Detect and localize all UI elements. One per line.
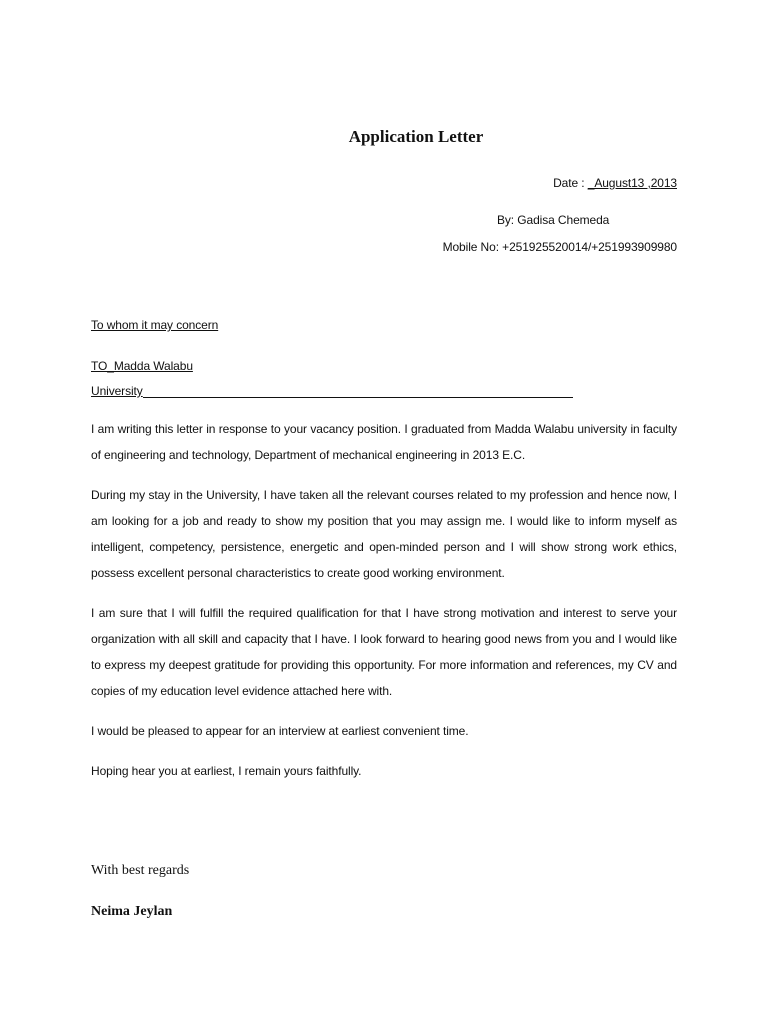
- sender-mobile: Mobile No: +251925520014/+251993909980: [442, 240, 677, 254]
- letter-title: Application Letter: [348, 127, 484, 146]
- body-paragraph: During my stay in the University, I have taken all the relevant courses related to my profession and hence now, I am looking for a job and ready to show my position that you may assign me. I would like to inform myself as intelligent, competency, persistence, energetic and open-minded person and I will show strong work ethics, possess excellent personal characteristics to create good working environment.: [91, 488, 677, 580]
- university-underline: [143, 385, 573, 398]
- letter-body: [91, 416, 677, 798]
- date-line: [553, 176, 677, 190]
- date-label: Date :: [553, 176, 588, 190]
- university-label: University: [91, 384, 143, 398]
- signer-name: Neima Jeylan: [91, 904, 173, 919]
- recipient-university-line: [91, 384, 573, 398]
- closing-phrase: With best regards: [91, 863, 190, 878]
- recipient-line: TO_Madda Walabu: [91, 359, 193, 373]
- sender-name: By: Gadisa Chemeda: [497, 213, 610, 227]
- salutation: To whom it may concern: [91, 318, 219, 332]
- body-paragraph: I am writing this letter in response to your vacancy position. I graduated from Madda Walabu university in faculty of engineering and technology, Department of mechanical engineering in 2013 E.C.: [91, 422, 677, 462]
- date-value: _August13 ,2013: [587, 176, 677, 190]
- body-paragraph: Hoping hear you at earliest, I remain yours faithfully.: [91, 764, 362, 778]
- body-paragraph: I would be pleased to appear for an interview at earliest convenient time.: [91, 724, 469, 738]
- body-paragraph: I am sure that I will fulfill the required qualification for that I have strong motivation and interest to serve your organization with all skill and capacity that I have. I look forward to hearing good news from you and I would like to express my deepest gratitude for providing this opportunity. For more information and references, my CV and copies of my education level evidence attached here with.: [91, 606, 677, 698]
